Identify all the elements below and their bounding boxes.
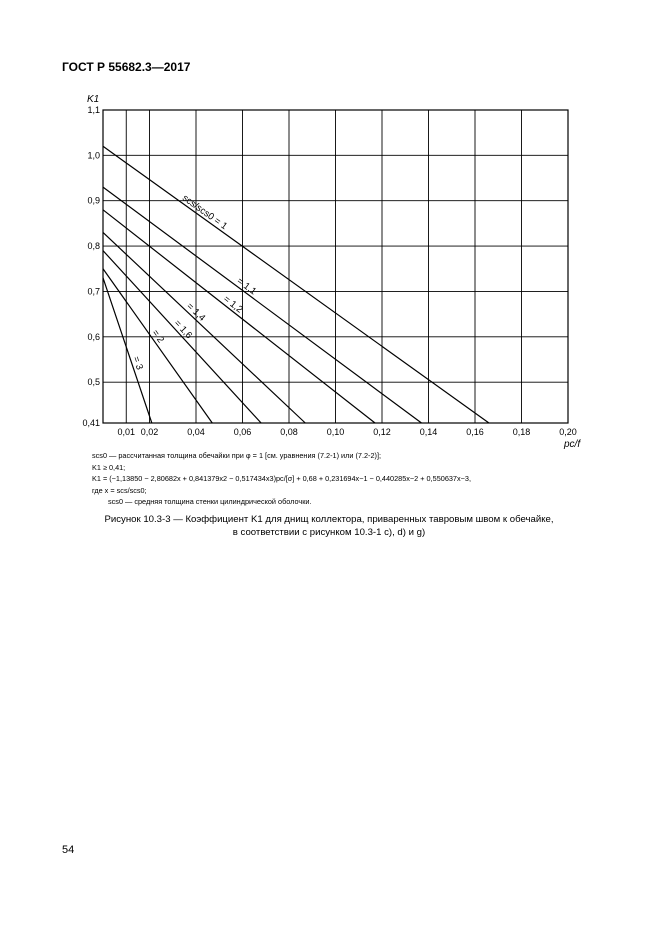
chart-series	[103, 146, 489, 423]
chart-notes	[92, 450, 592, 508]
figure-caption-line-2: в соответствии с рисунком 10.3-1 с), d) и g)	[232, 527, 426, 538]
series-line-7	[103, 278, 152, 423]
x-tick-label: 0,20	[559, 427, 577, 437]
series-line-1	[103, 146, 489, 423]
series-line-4	[103, 232, 305, 423]
series-label-6: = 2	[149, 327, 167, 346]
x-tick-label: 0,16	[466, 427, 484, 437]
note-line-5: sсs0 — средняя толщина стенки цилиндрической оболочки.	[108, 497, 312, 506]
x-tick-label: 0,18	[512, 427, 531, 437]
y-tick-label: 0,6	[87, 331, 100, 342]
note-line-1: sсs0 — рассчитанная толщина обечайки при φ = 1 [см. уравнения (7.2-1) или (7.2-2)];	[92, 451, 382, 460]
series-line-3	[103, 210, 375, 423]
series-line-2	[103, 187, 422, 423]
series-label-2: = 1,1	[234, 275, 259, 298]
x-tick-label: 0,04	[187, 427, 205, 437]
series-label-5: = 1,6	[171, 318, 195, 342]
figure-caption-line-1: Рисунок 10.3-3 — Коэффициент K1 для днищ коллектора, приваренных тавровым швом к обечайке,	[104, 514, 554, 525]
document-header-code: ГОСТ Р 55682.3—2017	[62, 60, 191, 74]
series-label-4: = 1,4	[184, 300, 208, 324]
x-tick-label: 0,08	[280, 427, 298, 437]
y-tick-label: 0,41	[82, 418, 100, 428]
note-line-3: K1 = (−1,13850 − 2,80682x + 0,841379x2 − 0,517434x3)pс/[σ] + 0,68 + 0,231694x−1 − 0,440285x−2 + 0,550637x−3,	[92, 474, 471, 483]
x-tick-label: 0,10	[326, 427, 345, 437]
chart-axis-titles	[87, 94, 581, 450]
series-label-1: sсs/sсs0 = 1	[180, 192, 230, 233]
note-line-2: K1 ≥ 0,41;	[92, 462, 126, 472]
k1-chart	[0, 0, 661, 460]
x-tick-label: 0,01	[117, 427, 136, 437]
series-label-7: = 3	[130, 355, 145, 372]
x-tick-label: 0,02	[140, 427, 159, 437]
y-tick-label: 0,9	[87, 195, 100, 206]
series-label-3: = 1,2	[221, 293, 245, 316]
chart-grid	[103, 110, 568, 423]
x-tick-label: 0,06	[233, 427, 252, 437]
note-line-4: где x = sсs/sсs0;	[92, 485, 147, 495]
x-tick-label: 0,14	[419, 427, 438, 437]
y-tick-label: 0,7	[87, 286, 100, 297]
y-tick-label: 0,8	[87, 241, 100, 252]
y-tick-label: 1,1	[87, 105, 100, 115]
y-tick-label: 1,0	[87, 150, 100, 161]
page-number: 54	[62, 844, 75, 856]
y-axis-title: K1	[87, 94, 100, 105]
y-tick-label: 0,5	[87, 377, 100, 388]
x-tick-label: 0,12	[373, 427, 391, 437]
x-axis-title: pс/f	[564, 439, 581, 450]
figure-caption	[62, 513, 596, 539]
